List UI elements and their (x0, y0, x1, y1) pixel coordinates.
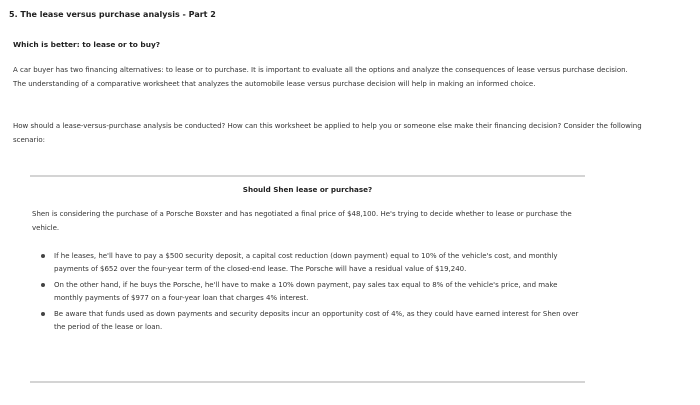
scenario-title: Should Shen lease or purchase? (242, 185, 373, 194)
section-heading: 5. The lease versus purchase analysis - Part 2 (9, 10, 216, 19)
divider-top (30, 175, 585, 177)
bullet-text: Be aware that funds used as down payments and security deposits incur an opportunity cost of 4%, as they could have earned interest for Shen over the period of the lease or loan. (54, 309, 579, 332)
bullet-lease (38, 250, 583, 277)
bullet-opportunity-cost (38, 308, 583, 335)
bullet-text: On the other hand, if he buys the Porsche, he'll have to make a 10% down payment, pay sales tax equal to 8% of the vehicle's price, and make monthly payments of $977 on a four-year loan that charges 4% interest. (54, 280, 558, 303)
bullet-dot-icon (41, 254, 45, 258)
bullet-text: If he leases, he'll have to pay a $500 security deposit, a capital cost reduction (down payment) equal to 10% of the vehicle's cost, and monthly payments of $652 over the four-year term of the closed-end lease. The Porsche will have a residual value of $19,240. (54, 252, 558, 274)
bullet-purchase (38, 279, 583, 306)
prompt-paragraph: How should a lease-versus-purchase analysis be conducted? How can this worksheet be applied to help you or someone else make their financing decision? Consider the following scenario: (13, 122, 642, 144)
divider-bottom (30, 381, 585, 383)
scenario-bullet-list (38, 250, 583, 336)
question-heading: Which is better: to lease or to buy? (13, 40, 161, 49)
bullet-dot-icon (41, 312, 45, 316)
scenario-intro: Shen is considering the purchase of a Porsche Boxster and has negotiated a final price of $48,100. He's trying to decide whether to lease or purchase the vehicle. (32, 210, 572, 232)
intro-paragraph: A car buyer has two financing alternatives: to lease or to purchase. It is important to evaluate all the options and analyze the consequences of lease versus purchase decision. The understanding of a comparative worksheet that analyzes the automobile lease versus purchase decision will help in making an informed choice. (13, 66, 628, 88)
bullet-dot-icon (41, 283, 45, 287)
